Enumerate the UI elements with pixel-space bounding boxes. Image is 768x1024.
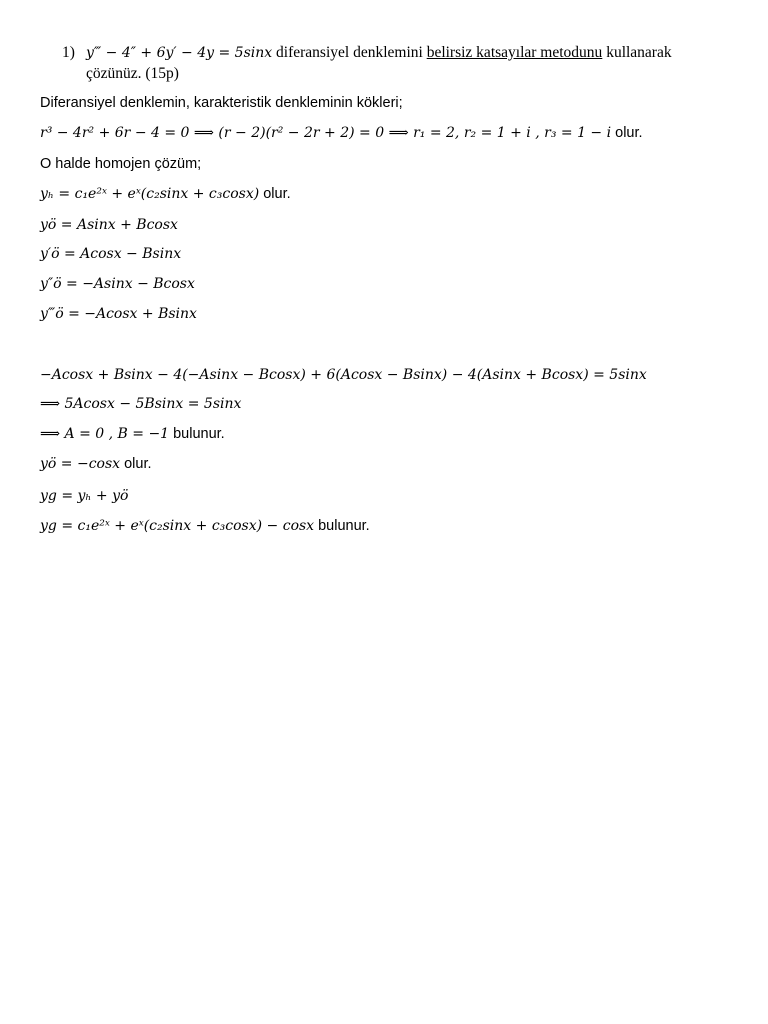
- particular-result-line: [40, 455, 152, 473]
- general-sum-line: yg = yₕ + yö: [40, 488, 129, 504]
- particular-line-1: y′ö = Acosx − Bsinx: [40, 246, 182, 262]
- particular-line-0: yö = Asinx + Bcosx: [40, 217, 178, 233]
- general-solution: yg = c₁e²ˣ + eˣ(c₂sinx + c₃cosx) − cosx: [40, 518, 315, 534]
- problem-text-after: kullanarak: [606, 44, 672, 61]
- homogeneous-suffix: olur.: [263, 186, 291, 202]
- characteristic-equation: r³ − 4r² + 6r − 4 = 0 ⟹ (r − 2)(r² − 2r + 2) = 0 ⟹ r₁ = 2, r₂ = 1 + i , r₃ = 1 − i: [40, 125, 612, 141]
- implication-line-1: ⟹ 5Acosx − 5Bsinx = 5sinx: [40, 396, 242, 412]
- particular-result: yö = −cosx: [40, 456, 121, 472]
- characteristic-equation-line: [40, 124, 643, 142]
- intro-text: Diferansiyel denklemin, karakteristik denkleminin kökleri;: [40, 95, 403, 111]
- substitution-line: −Acosx + Bsinx − 4(−Asinx − Bcosx) + 6(Acosx − Bsinx) − 4(Asinx + Bcosx) = 5sinx: [40, 367, 647, 383]
- problem-statement-line2: çözünüz. (15p): [86, 65, 179, 82]
- characteristic-suffix: olur.: [615, 125, 643, 141]
- homogeneous-solution-line: [40, 185, 291, 203]
- homogeneous-solution: yₕ = c₁e²ˣ + eˣ(c₂sinx + c₃cosx): [40, 186, 260, 202]
- homogeneous-intro: O halde homojen çözüm;: [40, 156, 202, 172]
- general-solution-line: [40, 517, 370, 535]
- coefficient-result: ⟹ A = 0 , B = −1: [40, 426, 170, 442]
- problem-number: 1): [62, 44, 75, 61]
- problem-text-before: diferansiyel denklemini: [276, 44, 423, 61]
- problem-equation: y‴ − 4″ + 6y′ − 4y = 5sinx: [86, 45, 273, 61]
- particular-line-2: y″ö = −Asinx − Bcosx: [40, 276, 195, 292]
- particular-line-3: y‴ö = −Acosx + Bsinx: [40, 306, 197, 322]
- particular-result-suffix: olur.: [124, 456, 152, 472]
- implication-line-2: [40, 425, 225, 443]
- general-solution-suffix: bulunur.: [318, 518, 370, 534]
- problem-method: belirsiz katsayılar metodunu: [426, 44, 603, 61]
- coefficient-suffix: bulunur.: [173, 426, 225, 442]
- problem-statement-line1: [86, 44, 672, 62]
